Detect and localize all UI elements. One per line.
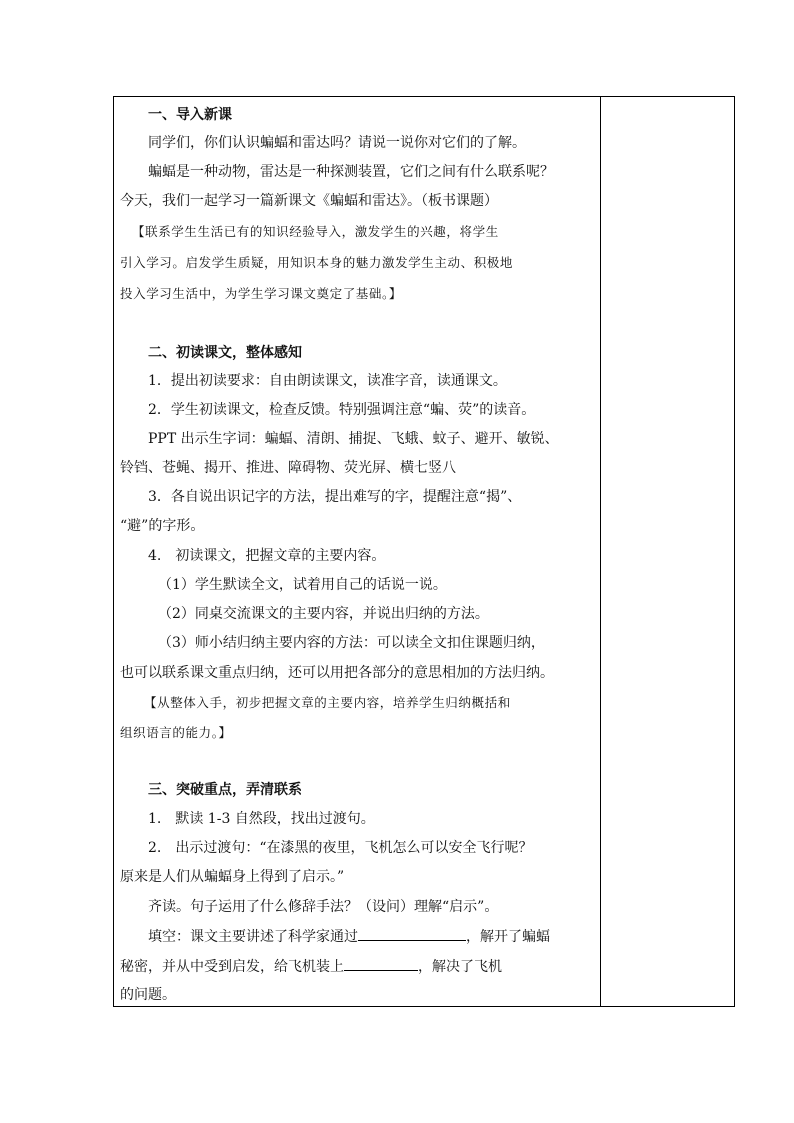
paragraph: 2．学生初读课文，检查反馈。特别强调注意“蝙、荧”的读音。	[148, 402, 536, 418]
teaching-note: 【联系学生生活已有的知识经验导入，激发学生的兴趣，将学生	[132, 224, 499, 239]
fill-text: 填空：课文主要讲述了科学家通过	[148, 929, 358, 945]
teaching-note: 组织语言的能力。】	[120, 725, 232, 740]
paragraph: 原来是人们从蝙蝠身上得到了启示。”	[120, 869, 345, 885]
fill-text: ，解开了蝙蝠	[466, 929, 550, 945]
section-heading: 二、初读课文，整体感知	[148, 345, 302, 361]
paragraph: 蝙蝠是一种动物，雷达是一种探测装置，它们之间有什么联系呢？	[148, 164, 554, 180]
teaching-note: 【从整体入手，初步把握文章的主要内容，培养学生归纳概括和	[144, 695, 511, 710]
section-heading: 三、突破重点，弄清联系	[148, 782, 302, 798]
fill-in-line: 的问题。	[120, 987, 176, 1003]
paragraph: （1）学生默读全文，试着用自己的话说一说。	[158, 577, 447, 593]
paragraph: （3）师小结归纳主要内容的方法：可以读全文扣住课题归纳，	[158, 635, 545, 651]
paragraph: 1．提出初读要求：自由朗读课文，读准字音，读通课文。	[148, 373, 507, 389]
fill-in-line	[148, 926, 550, 947]
paragraph: 3．各自说出识记字的方法，提出难写的字，提醒注意“揭”、	[148, 489, 522, 505]
paragraph: 2. 出示过渡句：“在漆黑的夜里，飞机怎么可以安全飞行呢？	[148, 840, 533, 856]
notes-column-cell	[601, 97, 734, 1006]
section-heading: 一、导入新课	[148, 107, 232, 123]
fill-text: ，解决了飞机	[418, 959, 502, 975]
fill-in-line	[120, 956, 502, 977]
paragraph: 铃铛、苍蝇、揭开、推进、障碍物、荧光屏、横七竖八	[120, 460, 456, 476]
teaching-note: 投入学习生活中，为学生学习课文奠定了基础。】	[120, 286, 402, 301]
answer-blank[interactable]	[344, 956, 418, 971]
paragraph: “避”的字形。	[120, 518, 205, 534]
paragraph: 1. 默读 1-3 自然段，找出过渡句。	[148, 811, 375, 827]
paragraph: （2）同桌交流课文的主要内容，并说出归纳的方法。	[158, 606, 489, 622]
teaching-note: 引入学习。启发学生质疑，用知识本身的魅力激发学生主动、积极地	[120, 255, 514, 270]
answer-blank[interactable]	[358, 926, 466, 941]
lesson-plan-table	[113, 96, 735, 1007]
paragraph: 齐读。句子运用了什么修辞手法？（设问）理解“启示”。	[148, 899, 499, 915]
paragraph: 也可以联系课文重点归纳，还可以用把各部分的意思相加的方法归纳。	[120, 665, 554, 681]
fill-text: 秘密，并从中受到启发，给飞机装上	[120, 959, 344, 975]
paragraph: 同学们，你们认识蝙蝠和雷达吗？请说一说你对它们的了解。	[148, 135, 526, 151]
paragraph: PPT 出示生字词：蝙蝠、清朗、捕捉、飞蛾、蚊子、避开、敏锐、	[148, 431, 559, 447]
paragraph: 今天，我们一起学习一篇新课文《蝙蝠和雷达》。（板书课题）	[120, 193, 498, 209]
paragraph: 4. 初读课文，把握文章的主要内容。	[148, 548, 386, 564]
